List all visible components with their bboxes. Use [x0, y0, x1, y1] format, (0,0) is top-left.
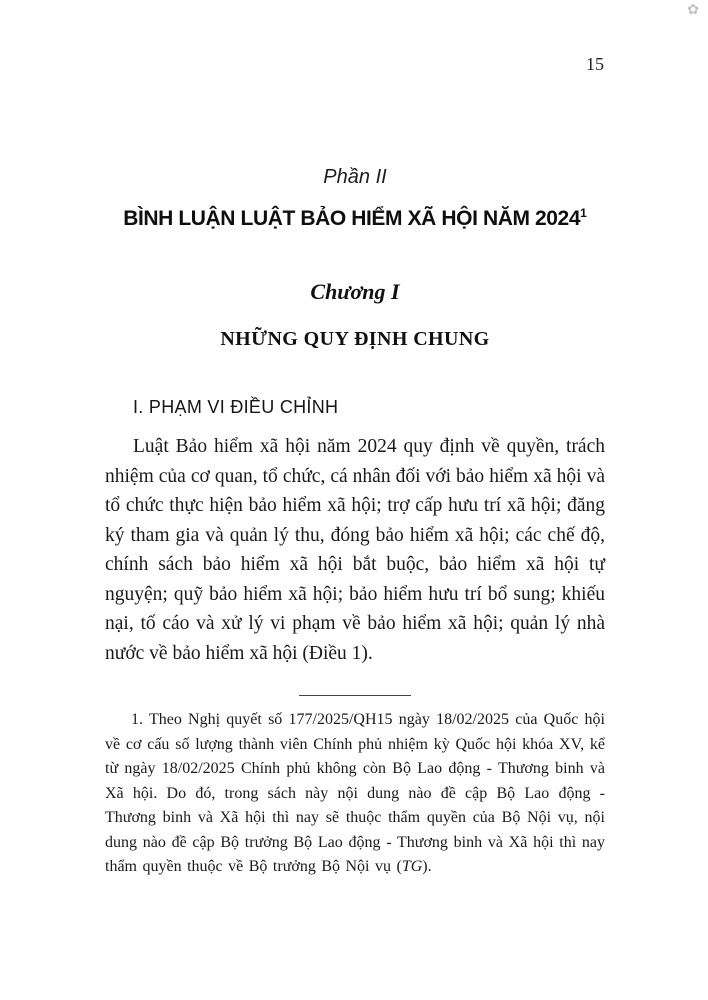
- part-label: Phần II: [323, 166, 387, 188]
- part-title-text: BÌNH LUẬN LUẬT BẢO HIỂM XÃ HỘI NĂM 2024: [123, 207, 581, 230]
- footnote-text-end: ).: [422, 858, 432, 875]
- page-number: 15: [586, 54, 604, 74]
- flower-icon: ✿: [687, 3, 699, 18]
- footnote-author-initials: TG: [401, 858, 423, 875]
- footnote-marker: 1.: [131, 711, 143, 728]
- footnote-reference: 1: [580, 206, 587, 220]
- footnote-separator: [299, 695, 411, 696]
- footnote-text: Theo Nghị quyết số 177/2025/QH15 ngày 18/02/2025 của Quốc hội về cơ cấu số lượng thành viên Chính phủ nhiệm kỳ Quốc hội khóa XV, kể từ ngày 18/02/2025 Chính phủ không còn Bộ Lao động - Thương binh và Xã hội. Do đó, trong sách này nội dung nào đề cập Bộ Lao động - Thương binh và Xã hội thì nay sẽ thuộc thẩm quyền của Bộ Nội vụ, nội dung nào đề cập Bộ trưởng Bộ Lao động - Thương binh và Xã hội thì nay thẩm quyền thuộc về Bộ trưởng Bộ Nội vụ (: [105, 711, 605, 875]
- page-content: [105, 0, 605, 896]
- chapter-label: Chương I: [310, 279, 400, 304]
- footnote: [105, 708, 605, 880]
- section-heading: I. PHẠM VI ĐIỀU CHỈNH: [133, 397, 339, 417]
- body-paragraph: Luật Bảo hiểm xã hội năm 2024 quy định về quyền, trách nhiệm của cơ quan, tổ chức, cá nhân đối với bảo hiểm xã hội và tổ chức thực hiện bảo hiểm xã hội; trợ cấp hưu trí xã hội; đăng ký tham gia và quản lý thu, đóng bảo hiểm xã hội; các chế độ, chính sách bảo hiểm xã hội bắt buộc, bảo hiểm xã hội tự nguyện; quỹ bảo hiểm xã hội; bảo hiểm hưu trí bổ sung; khiếu nại, tố cáo và xử lý vi phạm về bảo hiểm xã hội; quản lý nhà nước về bảo hiểm xã hội (Điều 1).: [105, 436, 605, 664]
- part-title: [105, 206, 605, 231]
- chapter-title: NHỮNG QUY ĐỊNH CHUNG: [220, 328, 490, 350]
